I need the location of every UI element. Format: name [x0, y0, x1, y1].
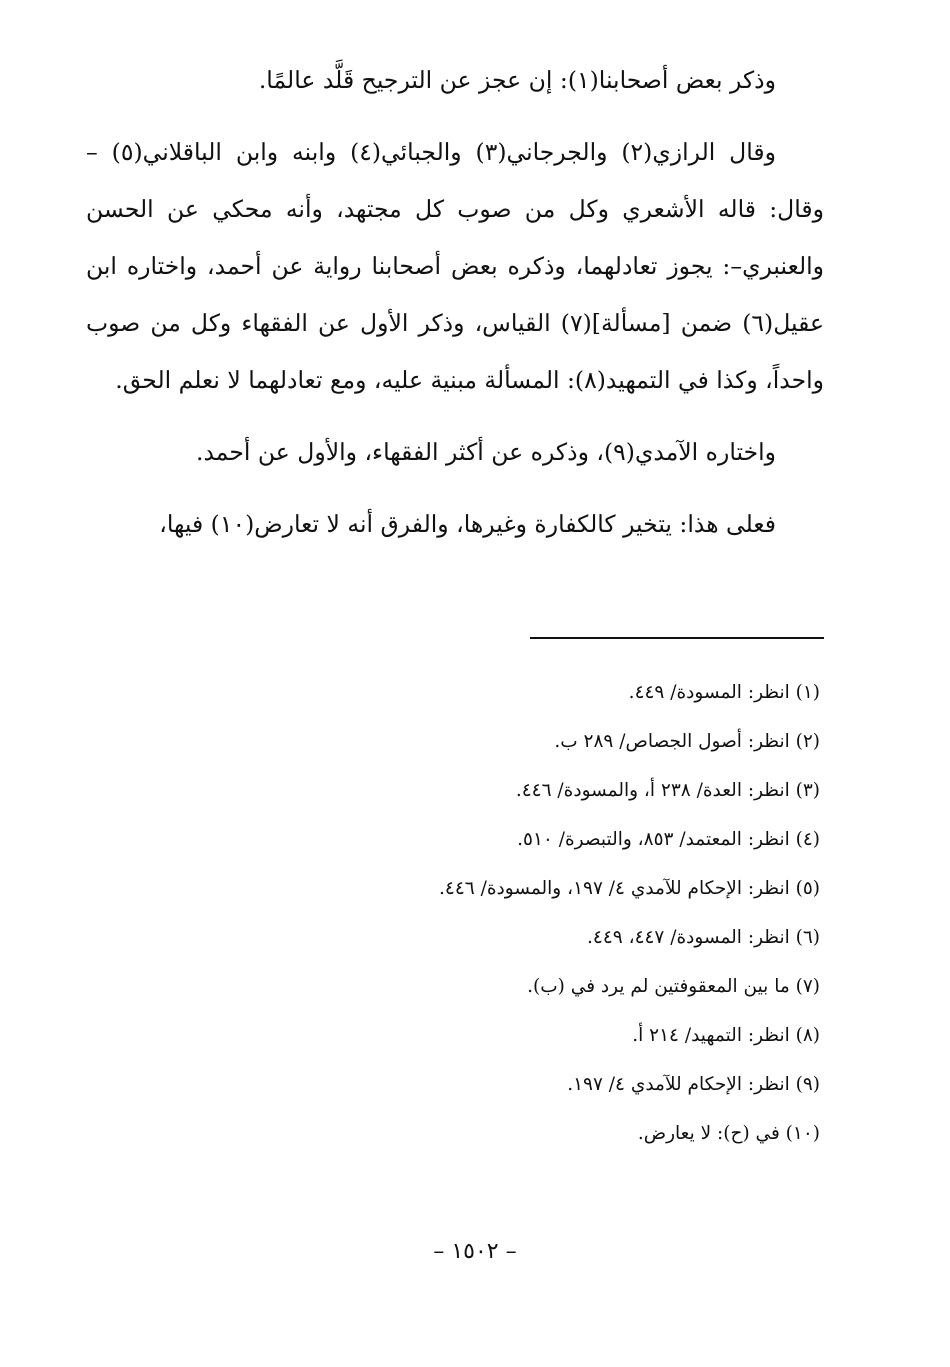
paragraph-1: وذكر بعض أصحابنا(١): إن عجز عن الترجيح قَلَّد عالمًا. — [258, 66, 776, 94]
footnote-4: (٤) انظر: المعتمد/ ٨٥٣، والتبصرة/ ٥١٠. — [517, 829, 820, 850]
paragraph-2: وقال الرازي(٢) والجرجاني(٣) والجبائي(٤) وابنه وابن الباقلاني(٥) – وقال: قاله الأشعري وكل من صوب كل مجتهد، وأنه محكي عن الحسن والعنبري–: يجوز تعادلهما، وذكره بعض أصحابنا رواية عن أحمد، واختاره ابن عقيل(٦) ضمن [مسألة](٧) القياس، وذكر الأول عن الفقهاء وكل من صوب واحداً، وكذا في التمهيد(٨): المسألة مبنية عليه، ومع تعادلهما لا نعلم الحق. — [86, 138, 825, 394]
footnote-separator — [530, 637, 824, 639]
footnote-2: (٢) انظر: أصول الجصاص/ ٢٨٩ ب. — [554, 731, 820, 752]
footnote-10: (١٠) في (ح): لا يعارض. — [637, 1123, 820, 1144]
footnote-9: (٩) انظر: الإحكام للآمدي ٤/ ١٩٧. — [567, 1074, 820, 1095]
footnote-1: (١) انظر: المسودة/ ٤٤٩. — [628, 682, 820, 703]
page-number: – ١٥٠٢ – — [433, 1239, 517, 1264]
footnote-7: (٧) ما بين المعقوفتين لم يرد في (ب). — [527, 976, 820, 997]
footnote-6: (٦) انظر: المسودة/ ٤٤٧، ٤٤٩. — [587, 927, 820, 948]
main-text — [86, 52, 824, 568]
footnote-5: (٥) انظر: الإحكام للآمدي ٤/ ١٩٧، والمسودة/ ٤٤٦. — [439, 878, 820, 899]
footnote-3: (٣) انظر: العدة/ ٢٣٨ أ، والمسودة/ ٤٤٦. — [515, 780, 820, 801]
footnotes — [160, 668, 820, 1158]
paragraph-4: فعلى هذا: يتخير كالكفارة وغيرها، والفرق أنه لا تعارض(١٠) فيها، — [159, 510, 776, 538]
footnote-8: (٨) انظر: التمهيد/ ٢١٤ أ. — [632, 1025, 820, 1046]
paragraph-3: واختاره الآمدي(٩)، وذكره عن أكثر الفقهاء، والأول عن أحمد. — [196, 438, 776, 466]
